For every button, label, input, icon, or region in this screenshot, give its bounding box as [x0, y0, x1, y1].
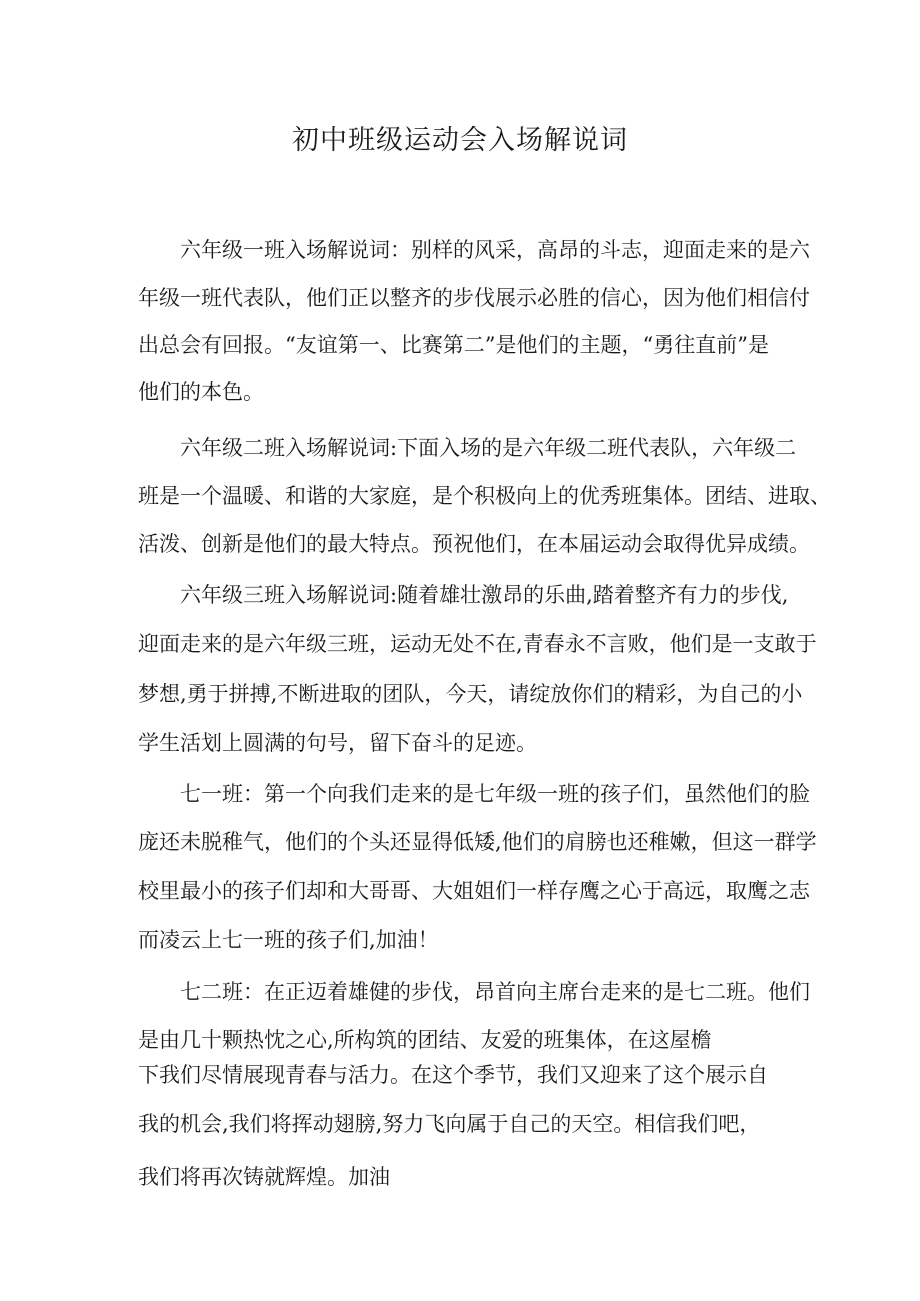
text-line: 是由几十颗热忱之心,所构筑的团结、友爱的班集体，在这屋檐 [138, 1028, 712, 1052]
text-line: 七一班：第一个向我们走来的是七年级一班的孩子们，虽然他们的脸 [180, 782, 810, 806]
text-line: 活泼、创新是他们的最大特点。预祝他们，在本届运动会取得优异成绩。 [138, 532, 810, 556]
text-line: 而凌云上七一班的孩子们,加油！ [138, 928, 439, 952]
text-line: 六年级三班入场解说词:随着雄壮激昂的乐曲,踏着整齐有力的步伐, [180, 583, 789, 607]
text-line: 庞还未脱稚气，他们的个头还显得低矮,他们的肩膀也还稚嫩，但这一群学 [138, 830, 817, 854]
text-line: 学生活划上圆满的句号，留下奋斗的足迹。 [138, 731, 537, 755]
text-line: 迎面走来的是六年级三班，运动无处不在,青春永不言败，他们是一支敢于 [138, 632, 817, 656]
text-line: 六年级一班入场解说词：别样的风采，高昂的斗志，迎面走来的是六 [180, 238, 810, 262]
text-line: 梦想,勇于拼搏,不断进取的团队，今天，请绽放你们的精彩，为自己的小 [138, 682, 803, 706]
text-line: 我们将再次铸就辉煌。加油 [138, 1165, 390, 1189]
text-line: 六年级二班入场解说词:下面入场的是六年级二班代表队，六年级二 [180, 436, 797, 460]
text-line: 我的机会,我们将挥动翅膀,努力飞向属于自己的天空。相信我们吧， [138, 1112, 761, 1136]
text-line: 班是一个温暖、和谐的大家庭，是个积极向上的优秀班集体。团结、进取、 [138, 484, 831, 508]
text-line: 七二班：在正迈着雄健的步伐，昂首向主席台走来的是七二班。他们 [180, 980, 810, 1004]
document-title: 初中班级运动会入场解说词 [292, 125, 628, 156]
text-line: 出总会有回报。“友谊第一、比赛第二”是他们的主题，“勇往直前”是 [138, 333, 769, 357]
text-line: 校里最小的孩子们却和大哥哥、大姐姐们一样存鹰之心于高远，取鹰之志 [138, 879, 810, 903]
text-line: 年级一班代表队，他们正以整齐的步伐展示必胜的信心，因为他们相信付 [138, 286, 810, 310]
text-line: 下我们尽情展现青春与活力。在这个季节，我们又迎来了这个展示自 [138, 1063, 768, 1087]
text-line: 他们的本色。 [138, 380, 264, 404]
